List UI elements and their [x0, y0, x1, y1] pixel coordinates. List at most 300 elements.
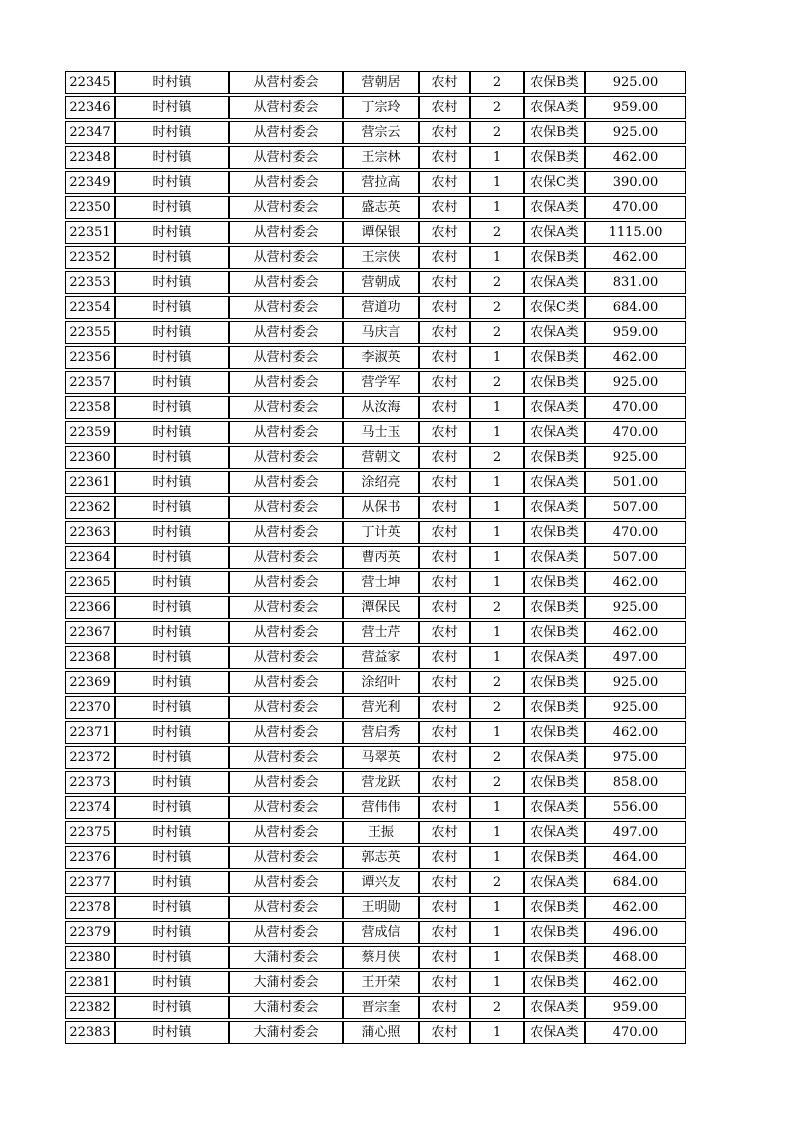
cell-village: 从营村委会 — [229, 621, 343, 644]
cell-name: 马士玉 — [343, 421, 419, 444]
cell-serial: 22366 — [65, 596, 115, 619]
cell-serial: 22364 — [65, 546, 115, 569]
cell-name: 马翠英 — [343, 746, 419, 769]
cell-serial: 22362 — [65, 496, 115, 519]
cell-village: 从营村委会 — [229, 596, 343, 619]
cell-amount: 470.00 — [585, 521, 686, 544]
cell-insurance-category: 农保A类 — [524, 496, 585, 519]
cell-village: 从营村委会 — [229, 196, 343, 219]
cell-amount: 925.00 — [585, 446, 686, 469]
cell-amount: 462.00 — [585, 246, 686, 269]
cell-amount: 959.00 — [585, 96, 686, 119]
cell-amount: 468.00 — [585, 946, 686, 969]
cell-village: 从营村委会 — [229, 171, 343, 194]
cell-name: 营成信 — [343, 921, 419, 944]
cell-serial: 22345 — [65, 71, 115, 94]
cell-name: 营宗云 — [343, 121, 419, 144]
cell-insurance-category: 农保A类 — [524, 746, 585, 769]
cell-town: 时村镇 — [115, 271, 229, 294]
cell-name: 王振 — [343, 821, 419, 844]
table-row — [65, 71, 686, 94]
cell-name: 王宗林 — [343, 146, 419, 169]
table-row — [65, 596, 686, 619]
cell-household-type: 农村 — [419, 696, 470, 719]
table-row — [65, 121, 686, 144]
cell-amount: 462.00 — [585, 621, 686, 644]
cell-amount: 684.00 — [585, 296, 686, 319]
cell-village: 从营村委会 — [229, 521, 343, 544]
cell-village: 从营村委会 — [229, 96, 343, 119]
cell-serial: 22377 — [65, 871, 115, 894]
cell-insurance-category: 农保A类 — [524, 821, 585, 844]
cell-village: 从营村委会 — [229, 546, 343, 569]
cell-town: 时村镇 — [115, 421, 229, 444]
table-row — [65, 871, 686, 894]
cell-name: 王明勋 — [343, 896, 419, 919]
cell-person-count: 1 — [470, 796, 524, 819]
cell-serial: 22367 — [65, 621, 115, 644]
cell-village: 从营村委会 — [229, 146, 343, 169]
cell-person-count: 1 — [470, 421, 524, 444]
table-row — [65, 971, 686, 994]
cell-amount: 470.00 — [585, 396, 686, 419]
cell-amount: 858.00 — [585, 771, 686, 794]
cell-insurance-category: 农保B类 — [524, 771, 585, 794]
cell-serial: 22380 — [65, 946, 115, 969]
cell-town: 时村镇 — [115, 321, 229, 344]
cell-amount: 497.00 — [585, 646, 686, 669]
cell-insurance-category: 农保B类 — [524, 346, 585, 369]
cell-insurance-category: 农保A类 — [524, 221, 585, 244]
cell-name: 谭保银 — [343, 221, 419, 244]
cell-serial: 22361 — [65, 471, 115, 494]
cell-household-type: 农村 — [419, 971, 470, 994]
cell-serial: 22381 — [65, 971, 115, 994]
cell-town: 时村镇 — [115, 571, 229, 594]
pension-table — [65, 69, 686, 1046]
cell-town: 时村镇 — [115, 121, 229, 144]
cell-person-count: 1 — [470, 721, 524, 744]
cell-person-count: 1 — [470, 646, 524, 669]
cell-person-count: 2 — [470, 321, 524, 344]
cell-town: 时村镇 — [115, 346, 229, 369]
cell-household-type: 农村 — [419, 421, 470, 444]
table-row — [65, 746, 686, 769]
cell-household-type: 农村 — [419, 746, 470, 769]
cell-insurance-category: 农保B类 — [524, 121, 585, 144]
cell-town: 时村镇 — [115, 621, 229, 644]
cell-amount: 462.00 — [585, 571, 686, 594]
cell-village: 从营村委会 — [229, 746, 343, 769]
cell-amount: 501.00 — [585, 471, 686, 494]
cell-village: 从营村委会 — [229, 221, 343, 244]
cell-village: 从营村委会 — [229, 271, 343, 294]
cell-amount: 470.00 — [585, 196, 686, 219]
cell-insurance-category: 农保B类 — [524, 621, 585, 644]
table-row — [65, 96, 686, 119]
cell-amount: 925.00 — [585, 371, 686, 394]
cell-household-type: 农村 — [419, 771, 470, 794]
cell-serial: 22352 — [65, 246, 115, 269]
cell-insurance-category: 农保A类 — [524, 546, 585, 569]
cell-name: 营士芹 — [343, 621, 419, 644]
cell-village: 大蒲村委会 — [229, 996, 343, 1019]
cell-serial: 22373 — [65, 771, 115, 794]
cell-town: 时村镇 — [115, 946, 229, 969]
cell-person-count: 2 — [470, 446, 524, 469]
cell-serial: 22349 — [65, 171, 115, 194]
cell-insurance-category: 农保B类 — [524, 446, 585, 469]
cell-amount: 470.00 — [585, 1021, 686, 1044]
cell-insurance-category: 农保A类 — [524, 796, 585, 819]
cell-serial: 22375 — [65, 821, 115, 844]
cell-name: 马庆言 — [343, 321, 419, 344]
cell-insurance-category: 农保A类 — [524, 271, 585, 294]
cell-insurance-category: 农保B类 — [524, 921, 585, 944]
cell-person-count: 1 — [470, 246, 524, 269]
cell-village: 大蒲村委会 — [229, 946, 343, 969]
table-row — [65, 1021, 686, 1044]
cell-name: 曹丙英 — [343, 546, 419, 569]
cell-village: 从营村委会 — [229, 846, 343, 869]
cell-amount: 462.00 — [585, 146, 686, 169]
cell-household-type: 农村 — [419, 546, 470, 569]
cell-serial: 22351 — [65, 221, 115, 244]
cell-person-count: 1 — [470, 396, 524, 419]
cell-insurance-category: 农保A类 — [524, 471, 585, 494]
cell-person-count: 1 — [470, 821, 524, 844]
cell-person-count: 2 — [470, 746, 524, 769]
table-row — [65, 346, 686, 369]
cell-household-type: 农村 — [419, 196, 470, 219]
cell-household-type: 农村 — [419, 71, 470, 94]
cell-serial: 22371 — [65, 721, 115, 744]
cell-insurance-category: 农保A类 — [524, 396, 585, 419]
cell-name: 营拉高 — [343, 171, 419, 194]
cell-serial: 22370 — [65, 696, 115, 719]
cell-amount: 462.00 — [585, 346, 686, 369]
cell-insurance-category: 农保A类 — [524, 1021, 585, 1044]
table-row — [65, 271, 686, 294]
cell-town: 时村镇 — [115, 96, 229, 119]
cell-person-count: 2 — [470, 271, 524, 294]
cell-amount: 496.00 — [585, 921, 686, 944]
table-row — [65, 296, 686, 319]
cell-town: 时村镇 — [115, 446, 229, 469]
cell-village: 从营村委会 — [229, 696, 343, 719]
cell-town: 时村镇 — [115, 246, 229, 269]
cell-village: 从营村委会 — [229, 871, 343, 894]
cell-town: 时村镇 — [115, 871, 229, 894]
table-row — [65, 421, 686, 444]
cell-town: 时村镇 — [115, 746, 229, 769]
cell-name: 潭保民 — [343, 596, 419, 619]
cell-household-type: 农村 — [419, 846, 470, 869]
cell-serial: 22356 — [65, 346, 115, 369]
cell-town: 时村镇 — [115, 71, 229, 94]
cell-person-count: 1 — [470, 621, 524, 644]
cell-insurance-category: 农保A类 — [524, 871, 585, 894]
cell-household-type: 农村 — [419, 296, 470, 319]
cell-town: 时村镇 — [115, 521, 229, 544]
table-row — [65, 921, 686, 944]
cell-amount: 925.00 — [585, 596, 686, 619]
cell-amount: 925.00 — [585, 696, 686, 719]
cell-village: 从营村委会 — [229, 71, 343, 94]
cell-household-type: 农村 — [419, 246, 470, 269]
cell-serial: 22382 — [65, 996, 115, 1019]
table-row — [65, 621, 686, 644]
cell-town: 时村镇 — [115, 971, 229, 994]
cell-name: 营朝文 — [343, 446, 419, 469]
cell-name: 李淑英 — [343, 346, 419, 369]
cell-person-count: 2 — [470, 871, 524, 894]
cell-insurance-category: 农保A类 — [524, 96, 585, 119]
cell-serial: 22357 — [65, 371, 115, 394]
cell-person-count: 1 — [470, 571, 524, 594]
cell-town: 时村镇 — [115, 846, 229, 869]
cell-town: 时村镇 — [115, 496, 229, 519]
cell-person-count: 1 — [470, 346, 524, 369]
cell-name: 蔡月侠 — [343, 946, 419, 969]
cell-village: 从营村委会 — [229, 296, 343, 319]
cell-amount: 959.00 — [585, 996, 686, 1019]
cell-person-count: 1 — [470, 946, 524, 969]
cell-amount: 507.00 — [585, 546, 686, 569]
cell-person-count: 1 — [470, 846, 524, 869]
cell-village: 从营村委会 — [229, 121, 343, 144]
cell-town: 时村镇 — [115, 221, 229, 244]
cell-amount: 831.00 — [585, 271, 686, 294]
cell-insurance-category: 农保B类 — [524, 971, 585, 994]
cell-serial: 22350 — [65, 196, 115, 219]
cell-serial: 22358 — [65, 396, 115, 419]
cell-person-count: 2 — [470, 696, 524, 719]
table-row — [65, 946, 686, 969]
cell-town: 时村镇 — [115, 596, 229, 619]
cell-village: 从营村委会 — [229, 371, 343, 394]
cell-household-type: 农村 — [419, 521, 470, 544]
cell-serial: 22372 — [65, 746, 115, 769]
cell-serial: 22378 — [65, 896, 115, 919]
cell-serial: 22353 — [65, 271, 115, 294]
cell-serial: 22369 — [65, 671, 115, 694]
table-row — [65, 396, 686, 419]
cell-town: 时村镇 — [115, 1021, 229, 1044]
cell-name: 晋宗奎 — [343, 996, 419, 1019]
cell-town: 时村镇 — [115, 371, 229, 394]
cell-person-count: 2 — [470, 371, 524, 394]
cell-name: 营士坤 — [343, 571, 419, 594]
table-row — [65, 221, 686, 244]
cell-village: 从营村委会 — [229, 471, 343, 494]
cell-amount: 470.00 — [585, 421, 686, 444]
table-row — [65, 721, 686, 744]
cell-name: 谭兴友 — [343, 871, 419, 894]
cell-name: 丁宗玲 — [343, 96, 419, 119]
cell-household-type: 农村 — [419, 721, 470, 744]
cell-village: 从营村委会 — [229, 796, 343, 819]
cell-person-count: 1 — [470, 171, 524, 194]
cell-name: 从汝海 — [343, 396, 419, 419]
cell-household-type: 农村 — [419, 446, 470, 469]
cell-name: 营朝成 — [343, 271, 419, 294]
cell-household-type: 农村 — [419, 821, 470, 844]
cell-serial: 22376 — [65, 846, 115, 869]
table-row — [65, 171, 686, 194]
cell-serial: 22354 — [65, 296, 115, 319]
cell-amount: 925.00 — [585, 71, 686, 94]
cell-household-type: 农村 — [419, 671, 470, 694]
cell-insurance-category: 农保B类 — [524, 671, 585, 694]
cell-town: 时村镇 — [115, 821, 229, 844]
cell-town: 时村镇 — [115, 646, 229, 669]
cell-town: 时村镇 — [115, 171, 229, 194]
cell-name: 营启秀 — [343, 721, 419, 744]
table-row — [65, 796, 686, 819]
cell-town: 时村镇 — [115, 696, 229, 719]
cell-name: 涂绍亮 — [343, 471, 419, 494]
cell-village: 从营村委会 — [229, 446, 343, 469]
cell-person-count: 1 — [470, 971, 524, 994]
cell-town: 时村镇 — [115, 671, 229, 694]
cell-household-type: 农村 — [419, 496, 470, 519]
cell-town: 时村镇 — [115, 721, 229, 744]
cell-village: 从营村委会 — [229, 246, 343, 269]
cell-person-count: 1 — [470, 546, 524, 569]
cell-town: 时村镇 — [115, 471, 229, 494]
table-row — [65, 646, 686, 669]
cell-person-count: 1 — [470, 521, 524, 544]
cell-amount: 1115.00 — [585, 221, 686, 244]
cell-village: 从营村委会 — [229, 921, 343, 944]
cell-amount: 684.00 — [585, 871, 686, 894]
cell-town: 时村镇 — [115, 921, 229, 944]
cell-serial: 22355 — [65, 321, 115, 344]
cell-insurance-category: 农保B类 — [524, 946, 585, 969]
cell-village: 从营村委会 — [229, 496, 343, 519]
table-row — [65, 246, 686, 269]
cell-person-count: 1 — [470, 496, 524, 519]
cell-person-count: 1 — [470, 471, 524, 494]
cell-name: 王宗侠 — [343, 246, 419, 269]
cell-household-type: 农村 — [419, 121, 470, 144]
cell-person-count: 2 — [470, 96, 524, 119]
cell-household-type: 农村 — [419, 321, 470, 344]
cell-name: 蒲心照 — [343, 1021, 419, 1044]
cell-amount: 925.00 — [585, 671, 686, 694]
table-row — [65, 146, 686, 169]
cell-household-type: 农村 — [419, 946, 470, 969]
cell-household-type: 农村 — [419, 346, 470, 369]
cell-amount: 556.00 — [585, 796, 686, 819]
cell-household-type: 农村 — [419, 871, 470, 894]
cell-village: 大蒲村委会 — [229, 971, 343, 994]
cell-name: 营学军 — [343, 371, 419, 394]
cell-insurance-category: 农保A类 — [524, 196, 585, 219]
cell-name: 王开荣 — [343, 971, 419, 994]
cell-amount: 507.00 — [585, 496, 686, 519]
cell-person-count: 1 — [470, 1021, 524, 1044]
cell-insurance-category: 农保A类 — [524, 321, 585, 344]
cell-household-type: 农村 — [419, 171, 470, 194]
table-row — [65, 496, 686, 519]
cell-serial: 22360 — [65, 446, 115, 469]
cell-village: 从营村委会 — [229, 646, 343, 669]
cell-name: 营朝居 — [343, 71, 419, 94]
cell-amount: 462.00 — [585, 896, 686, 919]
cell-person-count: 2 — [470, 71, 524, 94]
cell-insurance-category: 农保C类 — [524, 296, 585, 319]
cell-amount: 959.00 — [585, 321, 686, 344]
cell-village: 大蒲村委会 — [229, 1021, 343, 1044]
cell-name: 从保书 — [343, 496, 419, 519]
cell-town: 时村镇 — [115, 771, 229, 794]
cell-serial: 22348 — [65, 146, 115, 169]
cell-amount: 464.00 — [585, 846, 686, 869]
cell-serial: 22374 — [65, 796, 115, 819]
cell-amount: 462.00 — [585, 971, 686, 994]
cell-amount: 925.00 — [585, 121, 686, 144]
cell-town: 时村镇 — [115, 996, 229, 1019]
cell-household-type: 农村 — [419, 396, 470, 419]
table-row — [65, 821, 686, 844]
cell-household-type: 农村 — [419, 371, 470, 394]
cell-insurance-category: 农保A类 — [524, 646, 585, 669]
table-row — [65, 371, 686, 394]
cell-household-type: 农村 — [419, 996, 470, 1019]
cell-household-type: 农村 — [419, 221, 470, 244]
cell-household-type: 农村 — [419, 796, 470, 819]
cell-serial: 22365 — [65, 571, 115, 594]
cell-household-type: 农村 — [419, 146, 470, 169]
cell-name: 郭志英 — [343, 846, 419, 869]
cell-town: 时村镇 — [115, 396, 229, 419]
table-row — [65, 671, 686, 694]
table-row — [65, 521, 686, 544]
cell-serial: 22346 — [65, 96, 115, 119]
cell-insurance-category: 农保B类 — [524, 896, 585, 919]
cell-person-count: 1 — [470, 196, 524, 219]
cell-person-count: 1 — [470, 896, 524, 919]
table-row — [65, 471, 686, 494]
cell-amount: 975.00 — [585, 746, 686, 769]
cell-town: 时村镇 — [115, 146, 229, 169]
cell-person-count: 2 — [470, 121, 524, 144]
table-row — [65, 896, 686, 919]
cell-person-count: 2 — [470, 221, 524, 244]
cell-amount: 390.00 — [585, 171, 686, 194]
cell-village: 从营村委会 — [229, 571, 343, 594]
cell-insurance-category: 农保C类 — [524, 171, 585, 194]
table-row — [65, 571, 686, 594]
cell-household-type: 农村 — [419, 96, 470, 119]
cell-person-count: 2 — [470, 771, 524, 794]
cell-village: 从营村委会 — [229, 321, 343, 344]
cell-person-count: 1 — [470, 921, 524, 944]
table-row — [65, 196, 686, 219]
cell-person-count: 2 — [470, 996, 524, 1019]
cell-insurance-category: 农保A类 — [524, 996, 585, 1019]
cell-town: 时村镇 — [115, 296, 229, 319]
cell-serial: 22379 — [65, 921, 115, 944]
cell-village: 从营村委会 — [229, 671, 343, 694]
cell-name: 营益家 — [343, 646, 419, 669]
cell-insurance-category: 农保B类 — [524, 521, 585, 544]
table-row — [65, 546, 686, 569]
cell-insurance-category: 农保B类 — [524, 846, 585, 869]
cell-village: 从营村委会 — [229, 421, 343, 444]
